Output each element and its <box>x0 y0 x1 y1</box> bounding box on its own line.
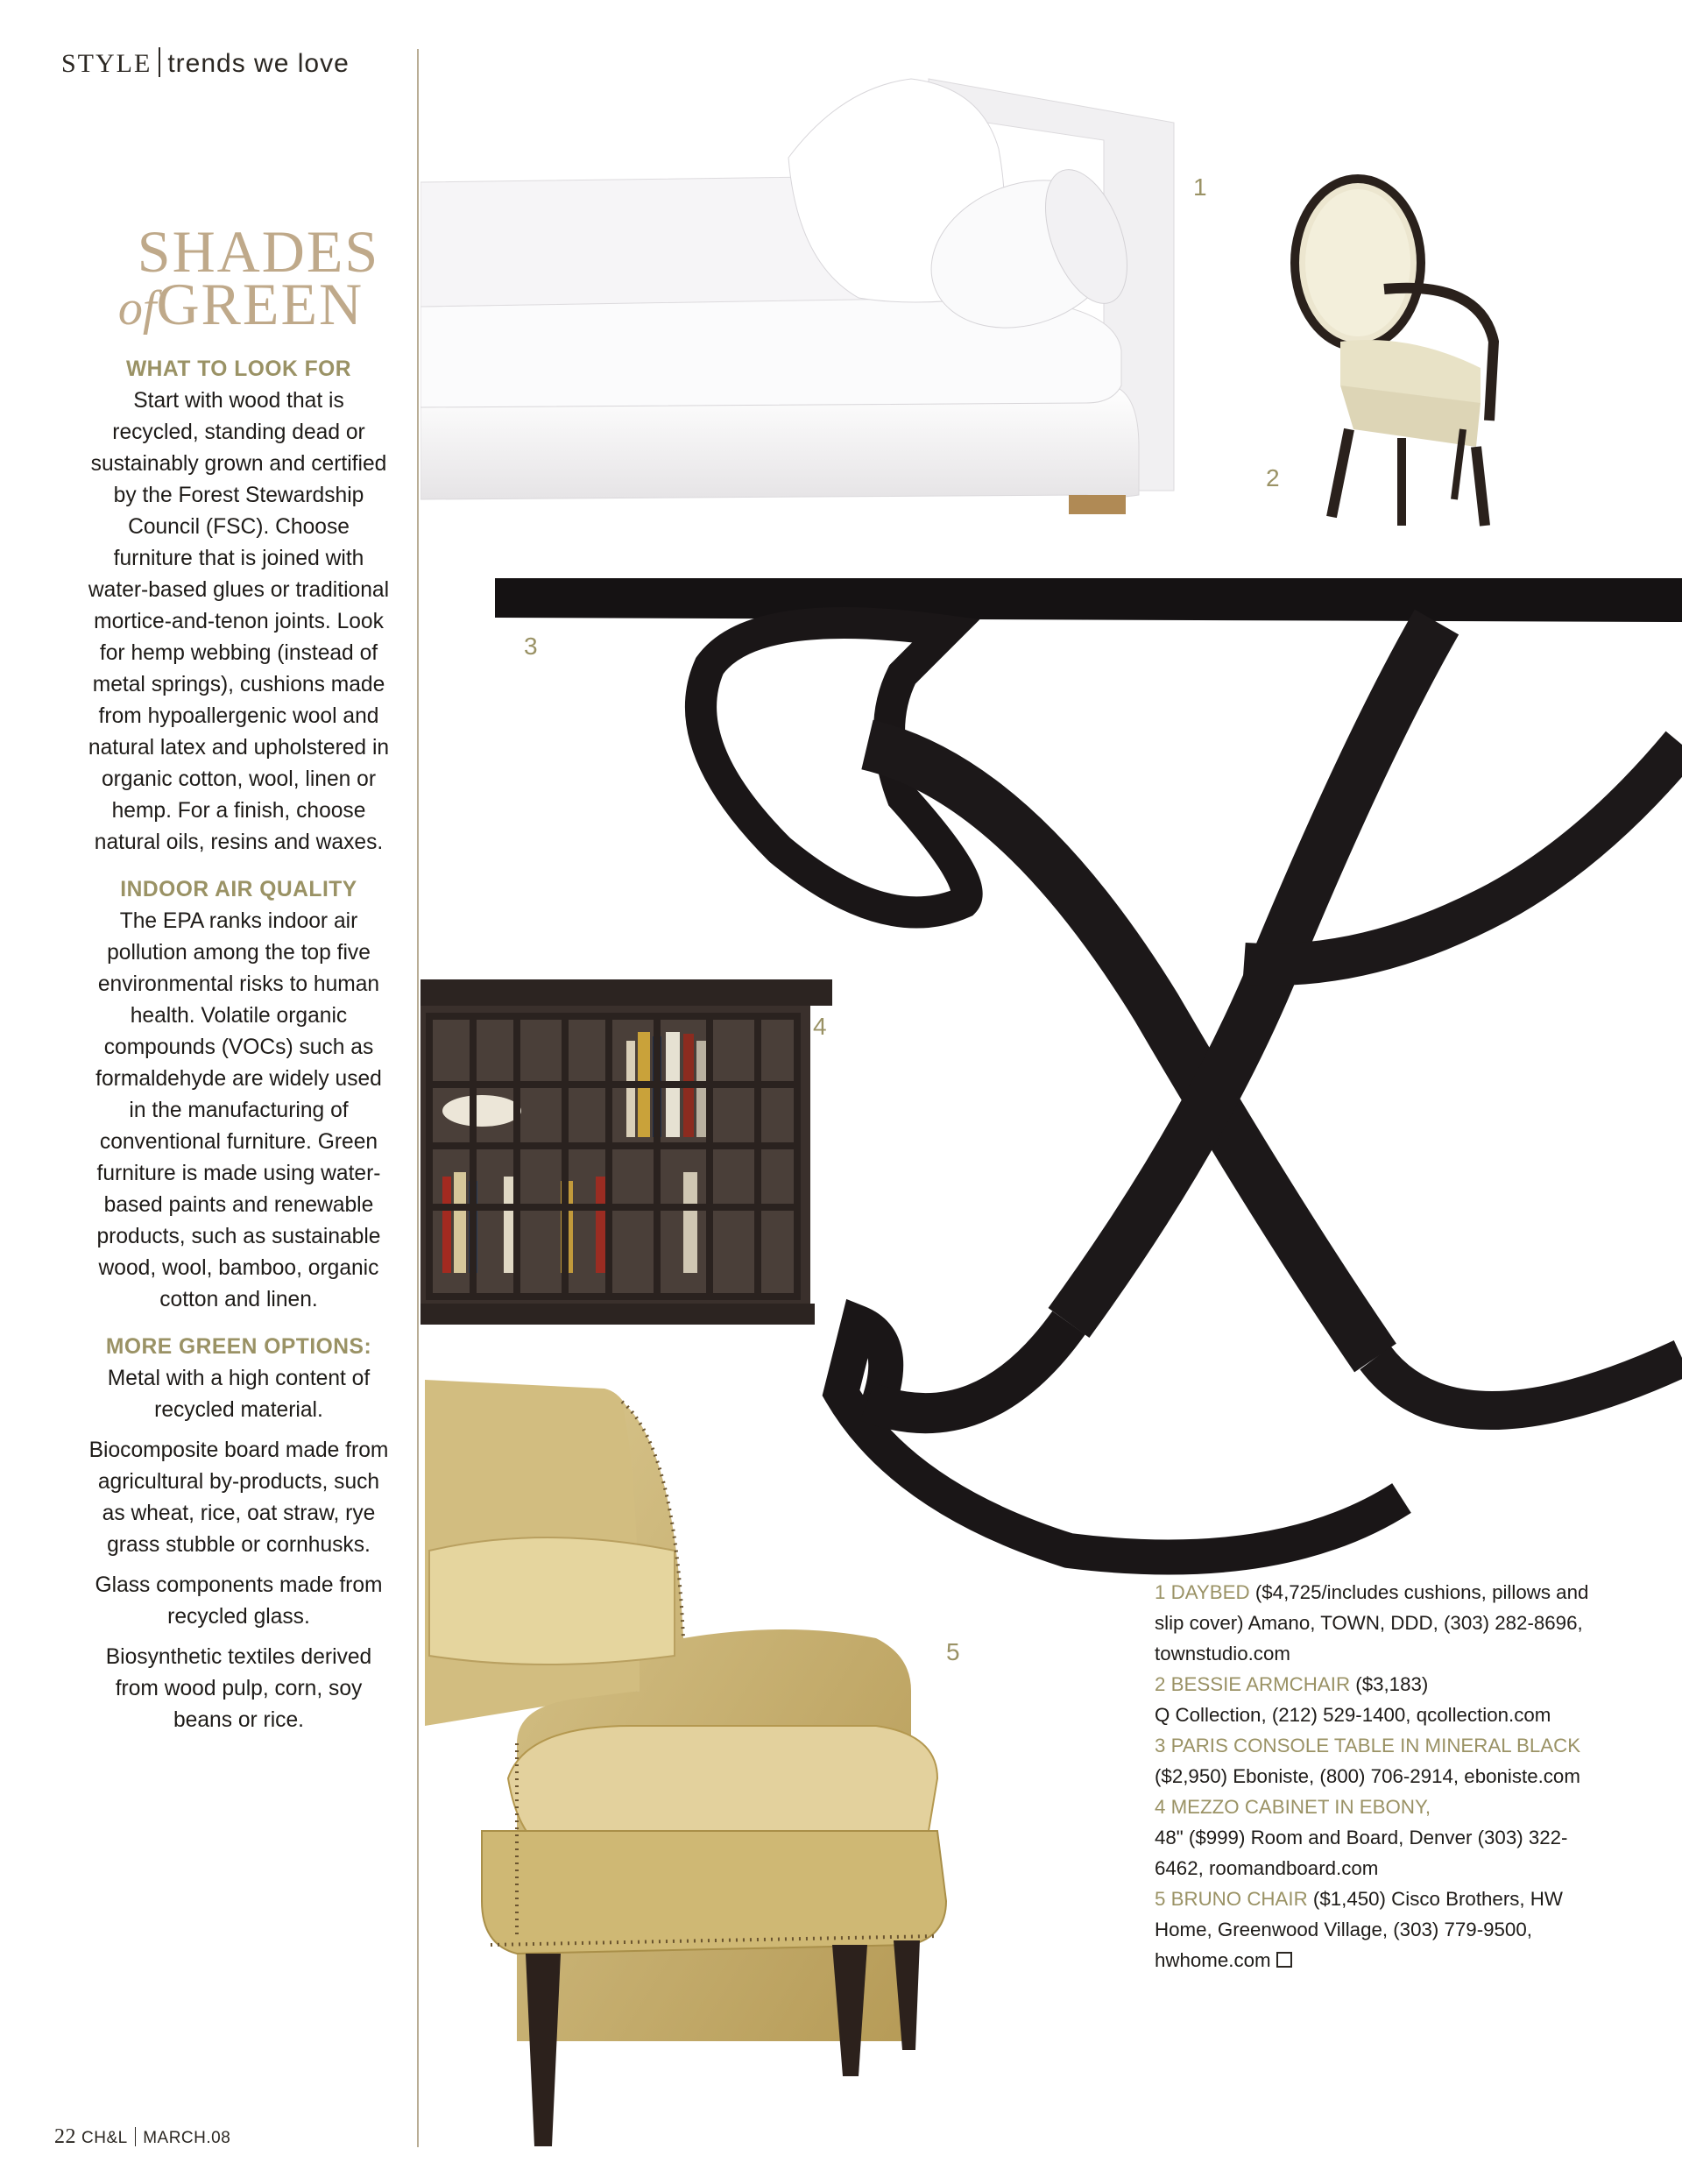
credit-price: ($3,183) <box>1355 1673 1429 1695</box>
options-heading: MORE GREEN OPTIONS: <box>105 1335 372 1359</box>
air-quality-heading: INDOOR AIR QUALITY <box>120 878 357 901</box>
credit-num: 2 <box>1155 1673 1166 1695</box>
label-4: 4 <box>813 1013 827 1040</box>
cabinet-photo <box>420 979 832 1334</box>
credit-item <box>1155 1669 1593 1730</box>
credit-price: ($4,725/includes cushions, pillows and slip cover) <box>1155 1581 1589 1634</box>
label-2: 2 <box>1266 464 1280 491</box>
armchair-photo <box>1279 166 1559 543</box>
credit-name: BRUNO CHAIR <box>1170 1888 1308 1910</box>
end-mark-icon <box>1276 1952 1292 1968</box>
footer-divider <box>135 2127 137 2146</box>
credit-details: Q Collection, (212) 529-1400, qcollection.com <box>1155 1704 1551 1726</box>
credit-price: ($1,450) <box>1312 1888 1386 1910</box>
page-number: 22 <box>54 2125 76 2148</box>
credit-item <box>1155 1792 1593 1884</box>
bruno-chair-photo <box>420 1375 1051 2155</box>
page-footer <box>54 2125 230 2149</box>
magazine-name: CH&L <box>81 2129 128 2147</box>
option-item: Biocomposite board made from agricultural by-products, such as wheat, rice, oat straw, rye grass stubble or cornhusks. <box>88 1438 389 1557</box>
section-header <box>61 47 350 79</box>
credit-num: 3 <box>1155 1735 1166 1756</box>
credit-details: Amano, TOWN, DDD, (303) 282-8696, townstudio.com <box>1155 1612 1583 1665</box>
option-item: Metal with a high content of recycled material. <box>107 1367 371 1422</box>
credit-num: 4 <box>1155 1796 1166 1818</box>
option-item: Biosynthetic textiles derived from wood pulp, corn, soy beans or rice. <box>105 1645 372 1732</box>
daybed-photo <box>420 35 1209 526</box>
product-credits <box>1155 1577 1593 1975</box>
credit-details: Room and Board, Denver (303) 322-6462, roomandboard.com <box>1155 1827 1568 1879</box>
credit-item <box>1155 1730 1593 1792</box>
credit-item <box>1155 1577 1593 1669</box>
issue-date: MARCH.08 <box>143 2129 231 2147</box>
section-name: STYLE <box>61 49 152 78</box>
feature-title <box>92 218 390 338</box>
label-3: 3 <box>524 633 538 660</box>
credit-name: MEZZO CABINET IN EBONY, <box>1170 1796 1431 1818</box>
look-for-body: Start with wood that is recycled, standing dead or sustainably grown and certified by the Forest Stewardship Council (FSC). Choose furniture that is joined with water-based glues or traditional mortice-and-tenon joints. Look for hemp webbing (instead of metal springs), cushions made from hypoallergenic wool and natural latex and upholstered in organic cotton, wool, linen or hemp. For a finish, choose natural oils, resins and waxes. <box>88 389 390 854</box>
label-1: 1 <box>1193 173 1207 201</box>
column-rule <box>417 49 419 2147</box>
credit-name: BESSIE ARMCHAIR <box>1170 1673 1351 1695</box>
credit-details: Cisco Brothers, HW Home, Greenwood Village, (303) 779-9500, hwhome.com <box>1155 1888 1563 1971</box>
sidebar <box>88 354 390 1736</box>
look-for-heading: WHAT TO LOOK FOR <box>125 357 352 381</box>
credit-name: DAYBED <box>1170 1581 1250 1603</box>
title-line-1: SHADES <box>137 218 380 285</box>
credit-details: Eboniste, (800) 706-2914, eboniste.com <box>1233 1765 1580 1787</box>
title-of: of <box>117 281 157 336</box>
option-item: Glass components made from recycled glass. <box>95 1573 383 1629</box>
credit-price: ($2,950) <box>1155 1765 1228 1787</box>
credit-num: 5 <box>1155 1888 1166 1910</box>
section-subtitle: trends we love <box>167 49 350 78</box>
header-divider <box>159 47 160 77</box>
credit-price: 48" ($999) <box>1155 1827 1246 1848</box>
air-quality-body: The EPA ranks indoor air pollution among the top five environmental risks to human health. Volatile organic compounds (VOCs) such as formaldehyde are widely used in the manufacturing of conventional furniture. Green furniture is made using water-based paints and renewable products, such as sustainable wood, wool, bamboo, organic cotton and linen. <box>95 909 382 1311</box>
label-5: 5 <box>946 1638 960 1665</box>
credit-num: 1 <box>1155 1581 1166 1603</box>
credit-name: PARIS CONSOLE TABLE IN MINERAL BLACK <box>1170 1735 1581 1756</box>
title-line-2: GREEN <box>156 271 364 338</box>
credit-item <box>1155 1884 1593 1975</box>
